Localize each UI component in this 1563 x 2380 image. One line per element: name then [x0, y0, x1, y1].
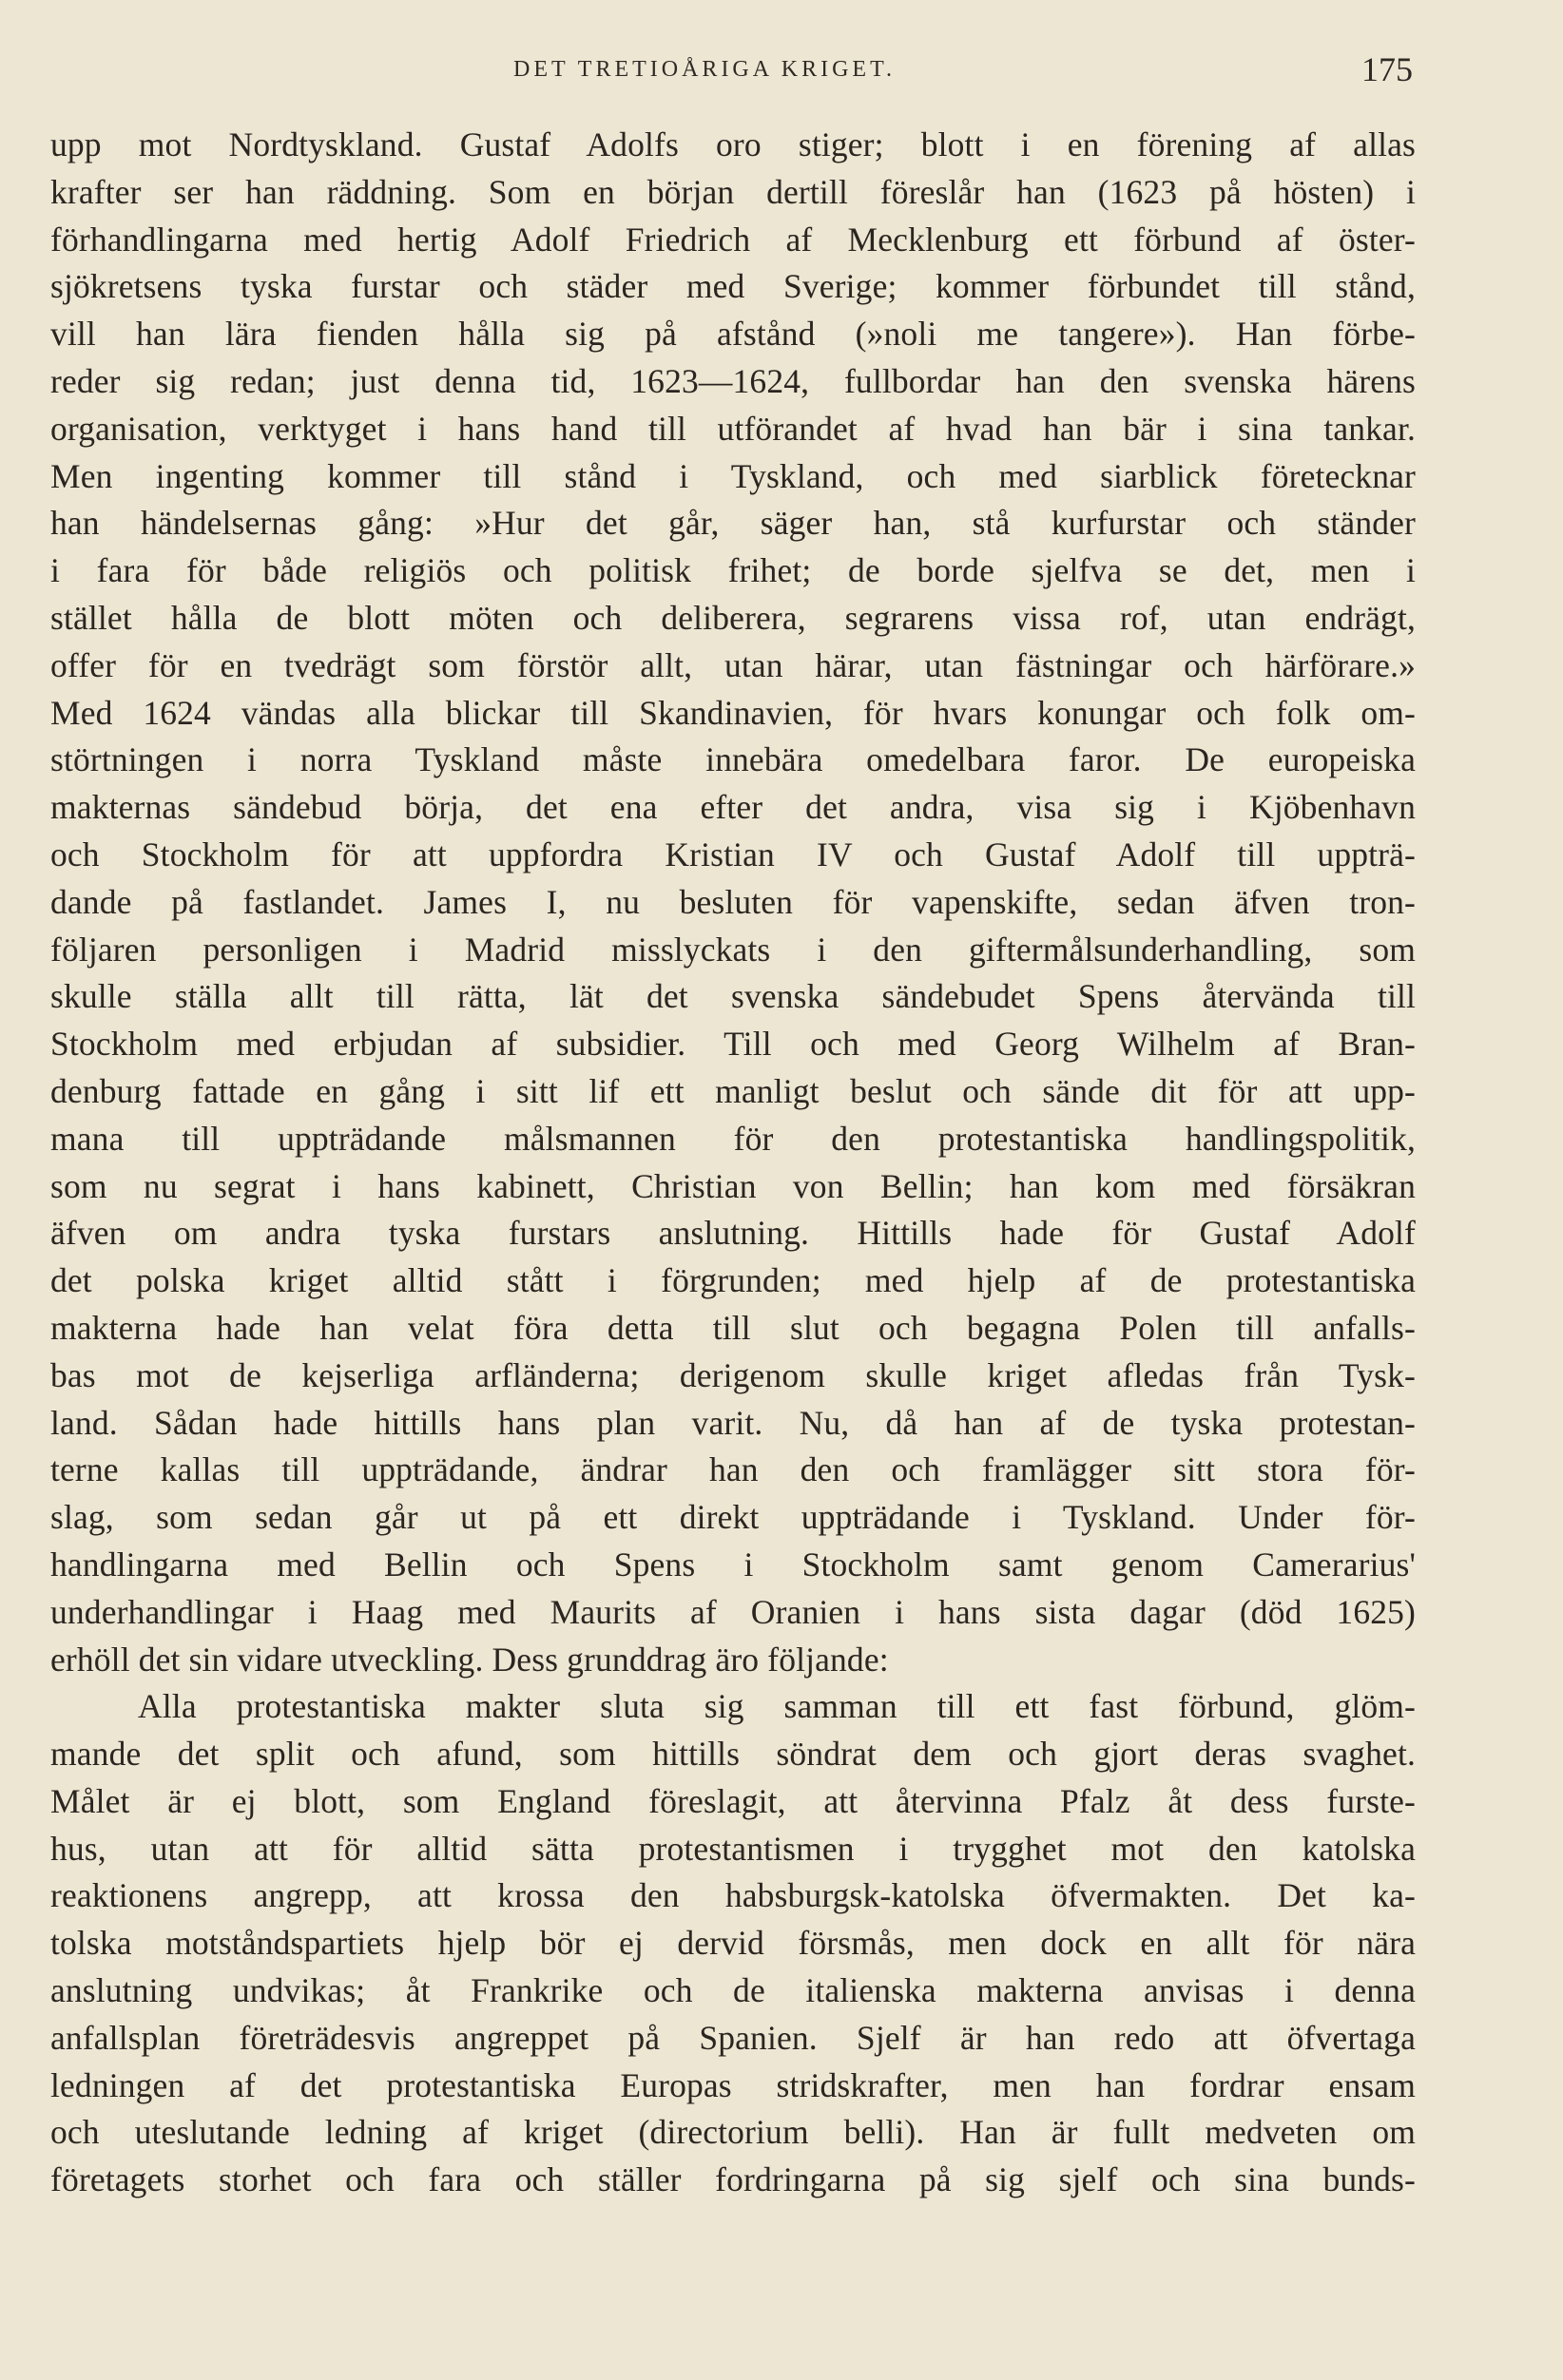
text-line: Stockholm med erbjudan af subsidier. Till och med Georg Wilhelm af Bran-: [50, 1025, 1416, 1064]
text-line: anslutning undvikas; åt Frankrike och de italienska makterna anvisas i denna: [50, 1971, 1416, 2010]
text-line: i fara för både religiös och politisk frihet; de borde sjelfva se det, men i: [50, 551, 1416, 590]
text-line: handlingarna med Bellin och Spens i Stockholm samt genom Camerarius': [50, 1545, 1416, 1583]
text-line: stället hålla de blott möten och deliberera, segrarens vissa rof, utan endrägt,: [50, 598, 1416, 637]
text-line: anfallsplan företrädesvis angreppet på Spanien. Sjelf är han redo att öfvertaga: [50, 2018, 1416, 2057]
text-line: dande på fastlandet. James I, nu besluten för vapenskifte, sedan äfven tron-: [50, 882, 1416, 921]
text-line: förhandlingarna med hertig Adolf Friedrich af Mecklenburg ett förbund af öster-: [50, 220, 1416, 259]
text-line: terne kallas till uppträdande, ändrar han den och framlägger sitt stora för-: [50, 1450, 1416, 1489]
text-line: upp mot Nordtyskland. Gustaf Adolfs oro stiger; blott i en förening af allas: [50, 125, 1416, 163]
text-line: makternas sändebud börja, det ena efter det andra, visa sig i Kjöbenhavn: [50, 788, 1416, 827]
text-line: det polska kriget alltid stått i förgrunden; med hjelp af de protestantiska: [50, 1261, 1416, 1300]
text-line: Alla protestantiska makter sluta sig samman till ett fast förbund, glöm-: [138, 1687, 1416, 1726]
text-line: hus, utan att för alltid sätta protestantismen i trygghet mot den katolska: [50, 1829, 1416, 1868]
text-line: Men ingenting kommer till stånd i Tyskland, och med siarblick företecknar: [50, 456, 1416, 495]
running-title: DET TRETIOÅRIGA KRIGET.: [513, 57, 896, 82]
text-line: mande det split och afund, som hittills söndrat dem och gjort deras svaghet.: [50, 1735, 1416, 1774]
text-line: skulle ställa allt till rätta, lät det svenska sändebudet Spens återvända till: [50, 977, 1416, 1016]
text-line: reaktionens angrepp, att krossa den habsburgsk-katolska öfvermakten. Det ka-: [50, 1876, 1416, 1915]
text-line: äfven om andra tyska furstars anslutning. Hittills hade för Gustaf Adolf: [50, 1214, 1416, 1253]
text-line: bas mot de kejserliga arfländerna; derigenom skulle kriget afledas från Tysk-: [50, 1355, 1416, 1394]
body-text: [50, 122, 1416, 2204]
page-number: 175: [1361, 50, 1413, 88]
text-line: vill han lära fienden hålla sig på afstånd (»noli me tangere»). Han förbe-: [50, 315, 1416, 354]
text-line: denburg fattade en gång i sitt lif ett manligt beslut och sände dit för att upp-: [50, 1071, 1416, 1110]
text-line: och uteslutande ledning af kriget (directorium belli). Han är fullt medveten om: [50, 2113, 1416, 2152]
text-line: ledningen af det protestantiska Europas stridskrafter, men han fordrar ensam: [50, 2065, 1416, 2104]
text-line: slag, som sedan går ut på ett direkt uppträdande i Tyskland. Under för-: [50, 1498, 1416, 1537]
text-line: reder sig redan; just denna tid, 1623—1624, fullbordar han den svenska härens: [50, 361, 1416, 400]
text-line: underhandlingar i Haag med Maurits af Oranien i hans sista dagar (död 1625): [50, 1592, 1416, 1631]
text-line: mana till uppträdande målsmannen för den protestantiska handlingspolitik,: [50, 1119, 1416, 1158]
text-line: tolska motståndspartiets hjelp bör ej dervid försmås, men dock en allt för nära: [50, 1924, 1416, 1963]
text-line: sjökretsens tyska furstar och städer med Sverige; kommer förbundet till stånd,: [50, 267, 1416, 306]
text-line: erhöll det sin vidare utveckling. Dess grunddrag äro följande:: [50, 1640, 889, 1679]
text-line: organisation, verktyget i hans hand till utförandet af hvad han bär i sina tankar.: [50, 409, 1416, 448]
text-line: Med 1624 vändas alla blickar till Skandinavien, för hvars konungar och folk om-: [50, 693, 1416, 732]
text-line: företagets storhet och fara och ställer fordringarna på sig sjelf och sina bunds-: [50, 2160, 1416, 2199]
text-line: följaren personligen i Madrid misslyckats i den giftermålsunderhandling, som: [50, 930, 1416, 969]
text-line: krafter ser han räddning. Som en början dertill föreslår han (1623 på hösten) i: [50, 172, 1416, 211]
text-line: som nu segrat i hans kabinett, Christian von Bellin; han kom med försäkran: [50, 1166, 1416, 1205]
running-head: [0, 49, 1563, 87]
text-line: Målet är ej blott, som England föreslagit, att återvinna Pfalz åt dess furste-: [50, 1781, 1416, 1820]
text-line: och Stockholm för att uppfordra Kristian IV och Gustaf Adolf till uppträ-: [50, 835, 1416, 873]
text-line: han händelsernas gång: »Hur det går, säger han, stå kurfurstar och ständer: [50, 504, 1416, 543]
text-line: makterna hade han velat föra detta till slut och begagna Polen till anfalls-: [50, 1308, 1416, 1347]
text-line: land. Sådan hade hittills hans plan varit. Nu, då han af de tyska protestan-: [50, 1403, 1416, 1442]
text-line: offer för en tvedrägt som förstör allt, utan härar, utan fästningar och härförare.»: [50, 645, 1416, 684]
text-line: störtningen i norra Tyskland måste innebära omedelbara faror. De europeiska: [50, 740, 1416, 779]
